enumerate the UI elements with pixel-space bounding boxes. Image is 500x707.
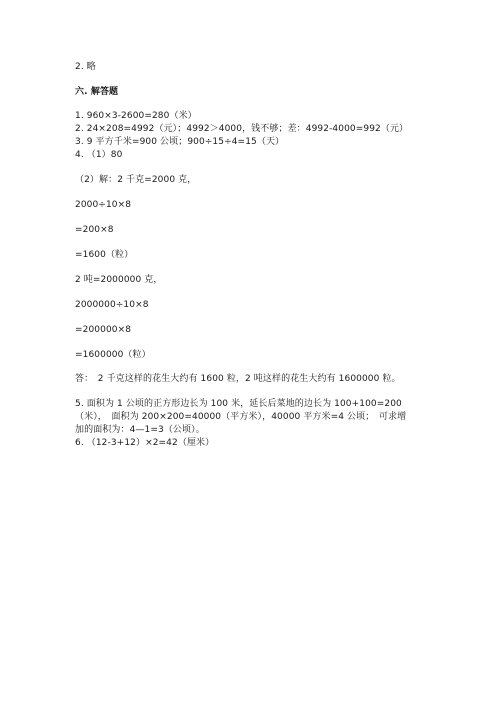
- calc-line: =1600（粒）: [75, 250, 134, 260]
- answer-line-6: 6. （12-3+12）×2=42（厘米）: [75, 438, 215, 448]
- section-heading-six: 六. 解答题: [75, 87, 119, 97]
- answer-line-2-lue: 2. 略: [75, 62, 96, 72]
- answer-line-4-part2: （2）解：2 千克=2000 克，: [75, 175, 197, 185]
- answer-line-5-cont: 加的面积为：4—1=3（公顷）。: [75, 425, 205, 435]
- calc-line: =1600000（粒）: [75, 350, 151, 360]
- calc-line: 2 吨=2000000 克，: [75, 275, 163, 285]
- answer-line-5-cont: （米）， 面积为 200×200=40000（平方米），40000 平方米=4 公顷； 可求增: [75, 412, 407, 422]
- calc-line: =200000×8: [75, 325, 132, 335]
- answer-line-2: 2. 24×208=4992（元）；4992＞4000，钱不够；差：4992-4000=992（元）: [75, 124, 409, 134]
- answer-line-1: 1. 960×3-2600=280（米）: [75, 111, 197, 121]
- calc-line: 2000÷10×8: [75, 200, 132, 210]
- answer-line-5: 5. 面积为 1 公顷的正方形边长为 100 米，延长后菜地的边长为 100+100=200: [75, 399, 402, 409]
- answer-line-4-part1: 4. （1）80: [75, 150, 123, 160]
- calc-line: 2000000÷10×8: [75, 300, 149, 310]
- answer-statement: 答： 2 千克这样的花生大约有 1600 粒，2 吨这样的花生大约有 1600000 粒。: [75, 374, 401, 384]
- answer-line-3: 3. 9 平方千米=900 公顷；900÷15÷4=15（天）: [75, 137, 285, 147]
- calc-line: =200×8: [75, 225, 114, 235]
